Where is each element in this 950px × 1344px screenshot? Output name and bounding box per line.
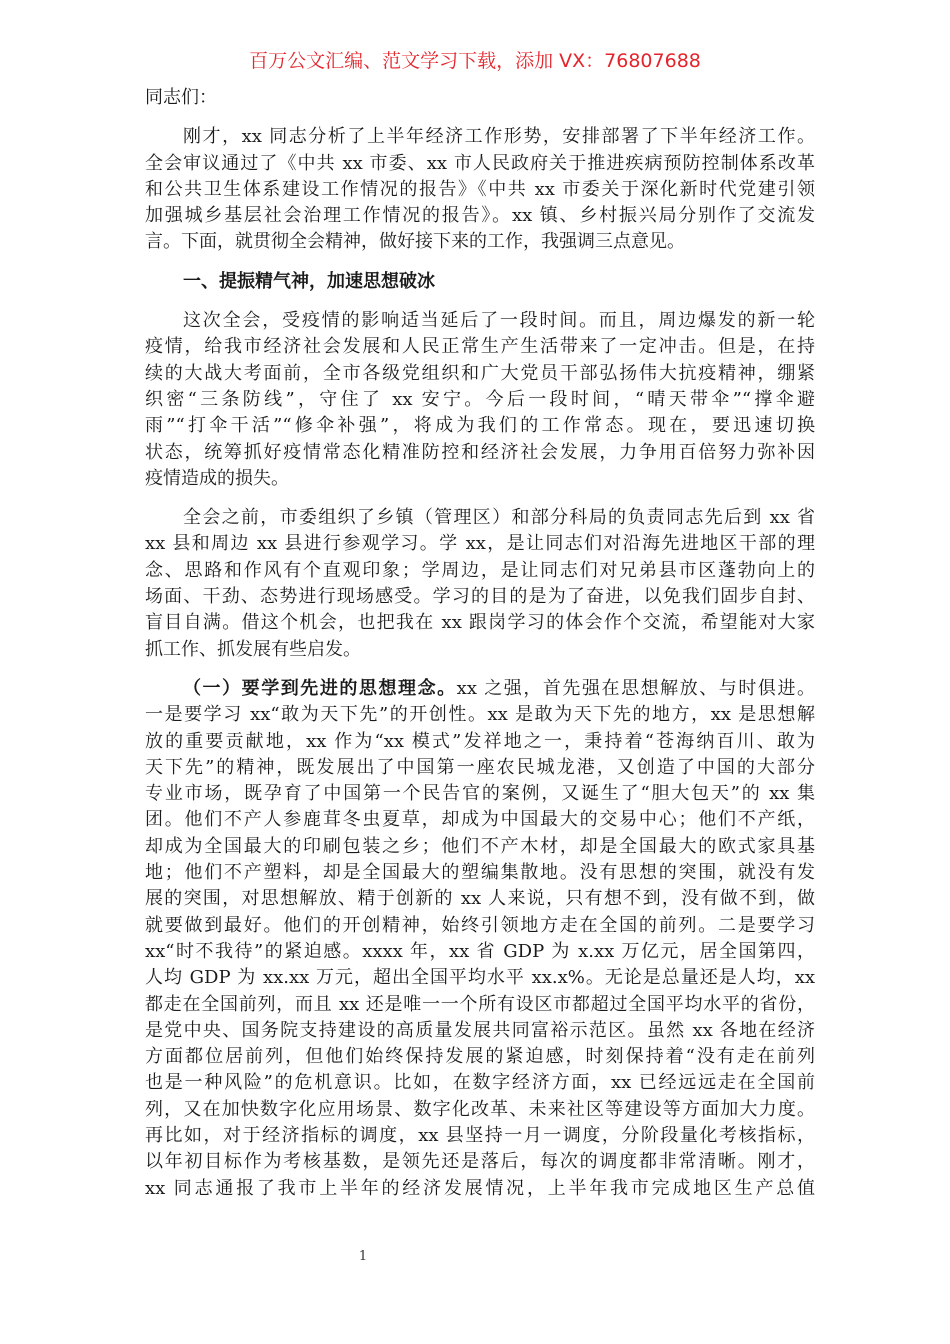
line-text: 地；他们不产塑料，却是全国最大的塑编集散地。没有思想的突围，就没有发 — [145, 862, 815, 884]
text-line — [145, 1149, 815, 1175]
text-line — [145, 755, 815, 781]
line-text: 一是要学习 xx“敢为天下先”的开创性。xx 是敢为天下先的地方，xx 是思想解 — [145, 704, 815, 726]
text-line — [145, 637, 815, 663]
line-text: 都走在全国前列，而且 xx 还是唯一一个所有设区市都超过全国平均水平的省份， — [145, 993, 815, 1015]
line-text: 人均 GDP 为 xx.xx 万元，超出全国平均水平 xx.x%。无论是总量还是人均，xx — [145, 967, 815, 989]
line-text: 以年初目标作为考核基数，是领先还是落后，每次的调度都非常清晰。刚才， — [145, 1151, 815, 1173]
text-line — [145, 781, 815, 807]
paragraphs — [145, 124, 815, 1202]
text-line — [145, 807, 815, 833]
line-text: 雨”“打伞干活”“修伞补强”，将成为我们的工作常态。现在，要迅速切换 — [145, 415, 815, 437]
text-line — [145, 269, 815, 295]
line-text: 续的大战大考面前，全市各级党组织和广大党员干部弘扬伟大抗疫精神，绷紧 — [145, 362, 815, 384]
text-line — [145, 413, 815, 439]
line-text: 全会之前，市委组织了乡镇（管理区）和部分科局的负责同志先后到 xx 省 — [183, 507, 815, 529]
line-text: 就要做到最好。他们的开创精神，始终引领地方走在全国的前列。二是要学习 — [145, 914, 815, 936]
text-line — [145, 939, 815, 965]
text-line — [145, 229, 815, 255]
line-text: 展的突围，对思想解放、精于创新的 xx 人来说，只有想不到，没有做不到，做 — [145, 888, 815, 910]
line-text: 团。他们不产人参鹿茸冬虫夏草，却成为中国最大的交易中心；他们不产纸， — [145, 809, 815, 831]
text-line — [145, 584, 815, 610]
salutation-text: 同志们： — [145, 87, 217, 108]
paragraph — [145, 676, 815, 1202]
text-line — [145, 834, 815, 860]
line-text: 场面、干劲、态势进行现场感受。学习的目的是为了奋进，以免我们固步自封、 — [145, 586, 815, 608]
line-text: 疫情，给我市经济社会发展和人民正常生产生活带来了一定冲击。但是，在持 — [145, 336, 815, 358]
text-line — [145, 558, 815, 584]
text-line — [145, 1070, 815, 1096]
text-line — [145, 440, 815, 466]
text-line — [145, 729, 815, 755]
text-line — [145, 1176, 815, 1202]
line-text: 这次全会，受疫情的影响适当延后了一段时间。而且，周边爆发的新一轮 — [183, 310, 815, 332]
line-text: 抓工作、抓发展有些启发。 — [145, 638, 361, 660]
line-text: 一、提振精气神，加速思想破冰 — [183, 270, 435, 292]
text-line — [145, 702, 815, 728]
line-text: xx“时不我待”的紧迫感。xxxx 年，xx 省 GDP 为 x.xx 万亿元，居全国第四， — [145, 940, 815, 962]
line-text: 列，又在加快数字化应用场景、数字化改革、未来社区等建设等方面加大力度。 — [145, 1098, 815, 1120]
line-text: 方面都位居前列，但他们始终保持发展的紧迫感，时刻保持着“没有走在前列 — [145, 1046, 815, 1068]
section-heading — [145, 269, 815, 295]
line-text: 状态，统筹抓好疫情常态化精准防控和经济社会发展，力争用百倍努力弥补因 — [145, 441, 815, 463]
text-line — [145, 531, 815, 557]
subheading-lead: （一）要学到先进的思想理念。 — [183, 677, 457, 699]
text-line — [145, 676, 815, 702]
text-line — [145, 177, 815, 203]
text-line — [145, 124, 815, 150]
line-text: xx 之强，首先强在思想解放、与时俱进。 — [456, 677, 815, 699]
line-text: 疫情造成的损失。 — [145, 467, 289, 489]
text-line — [145, 610, 815, 636]
line-text: 织密“三条防线”，守住了 xx 安宁。今后一段时间，“晴天带伞”“撑伞避 — [145, 388, 815, 410]
line-text: 是党中央、国务院支持建设的高质量发展共同富裕示范区。虽然 xx 各地在经济 — [145, 1019, 815, 1041]
line-text: 却成为全国最大的印刷包装之乡；他们不产木材，却是全国最大的欧式家具基 — [145, 835, 815, 857]
line-text: 和公共卫生体系建设工作情况的报告》《中共 xx 市委关于深化新时代党建引领 — [145, 178, 815, 200]
text-line — [145, 1097, 815, 1123]
text-line — [145, 860, 815, 886]
text-line — [145, 1044, 815, 1070]
line-text: 天下先”的精神，既发展出了中国第一座农民城龙港，又创造了中国的大部分 — [145, 756, 815, 778]
text-line — [145, 505, 815, 531]
text-line — [145, 1123, 815, 1149]
text-line — [145, 913, 815, 939]
text-line — [145, 151, 815, 177]
page-number: 1 — [358, 1249, 368, 1264]
line-text: 全会审议通过了《中共 xx 市委、xx 市人民政府关于推进疾病预防控制体系改革 — [145, 152, 815, 174]
line-text: 加强城乡基层社会治理工作情况的报告》。xx 镇、乡村振兴局分别作了交流发 — [145, 205, 815, 227]
text-line — [145, 361, 815, 387]
watermark-banner: 百万公文汇编、范文学习下载，添加 VX：76807688 — [249, 50, 701, 72]
line-text: 言。下面，就贯彻全会精神，做好接下来的工作，我强调三点意见。 — [145, 231, 685, 253]
line-text: 专业市场，既孕育了中国第一个民告官的案例，又诞生了“胆大包天”的 xx 集 — [145, 783, 815, 805]
paragraph — [145, 505, 815, 663]
text-line — [145, 203, 815, 229]
text-line — [145, 886, 815, 912]
text-line — [145, 992, 815, 1018]
text-line — [145, 965, 815, 991]
line-text: 放的重要贡献地，xx 作为“xx 模式”发祥地之一，秉持着“苍海纳百川、敢为 — [145, 730, 815, 752]
text-line — [145, 466, 815, 492]
text-line — [145, 308, 815, 334]
line-text: 念、思路和作风有个直观印象；学周边，是让同志们对兄弟县市区蓬勃向上的 — [145, 559, 815, 581]
text-line — [145, 334, 815, 360]
text-line — [145, 387, 815, 413]
document-body — [145, 85, 815, 1215]
line-text: 再比如，对于经济指标的调度，xx 县坚持一月一调度，分阶段量化考核指标， — [145, 1124, 815, 1146]
line-text: 刚才，xx 同志分析了上半年经济工作形势，安排部署了下半年经济工作。 — [183, 126, 815, 148]
line-text: 也是一种风险”的危机意识。比如，在数字经济方面，xx 已经远远走在全国前 — [145, 1072, 815, 1094]
line-text: xx 县和周边 xx 县进行参观学习。学 xx，是让同志们对沿海先进地区干部的理 — [145, 533, 815, 555]
line-text: xx 同志通报了我市上半年的经济发展情况，上半年我市完成地区生产总值 — [145, 1177, 815, 1199]
paragraph — [145, 124, 815, 255]
paragraph — [145, 308, 815, 492]
text-line — [145, 1018, 815, 1044]
salutation — [145, 85, 815, 111]
line-text: 盲目自满。借这个机会，也把我在 xx 跟岗学习的体会作个交流，希望能对大家 — [145, 612, 815, 634]
